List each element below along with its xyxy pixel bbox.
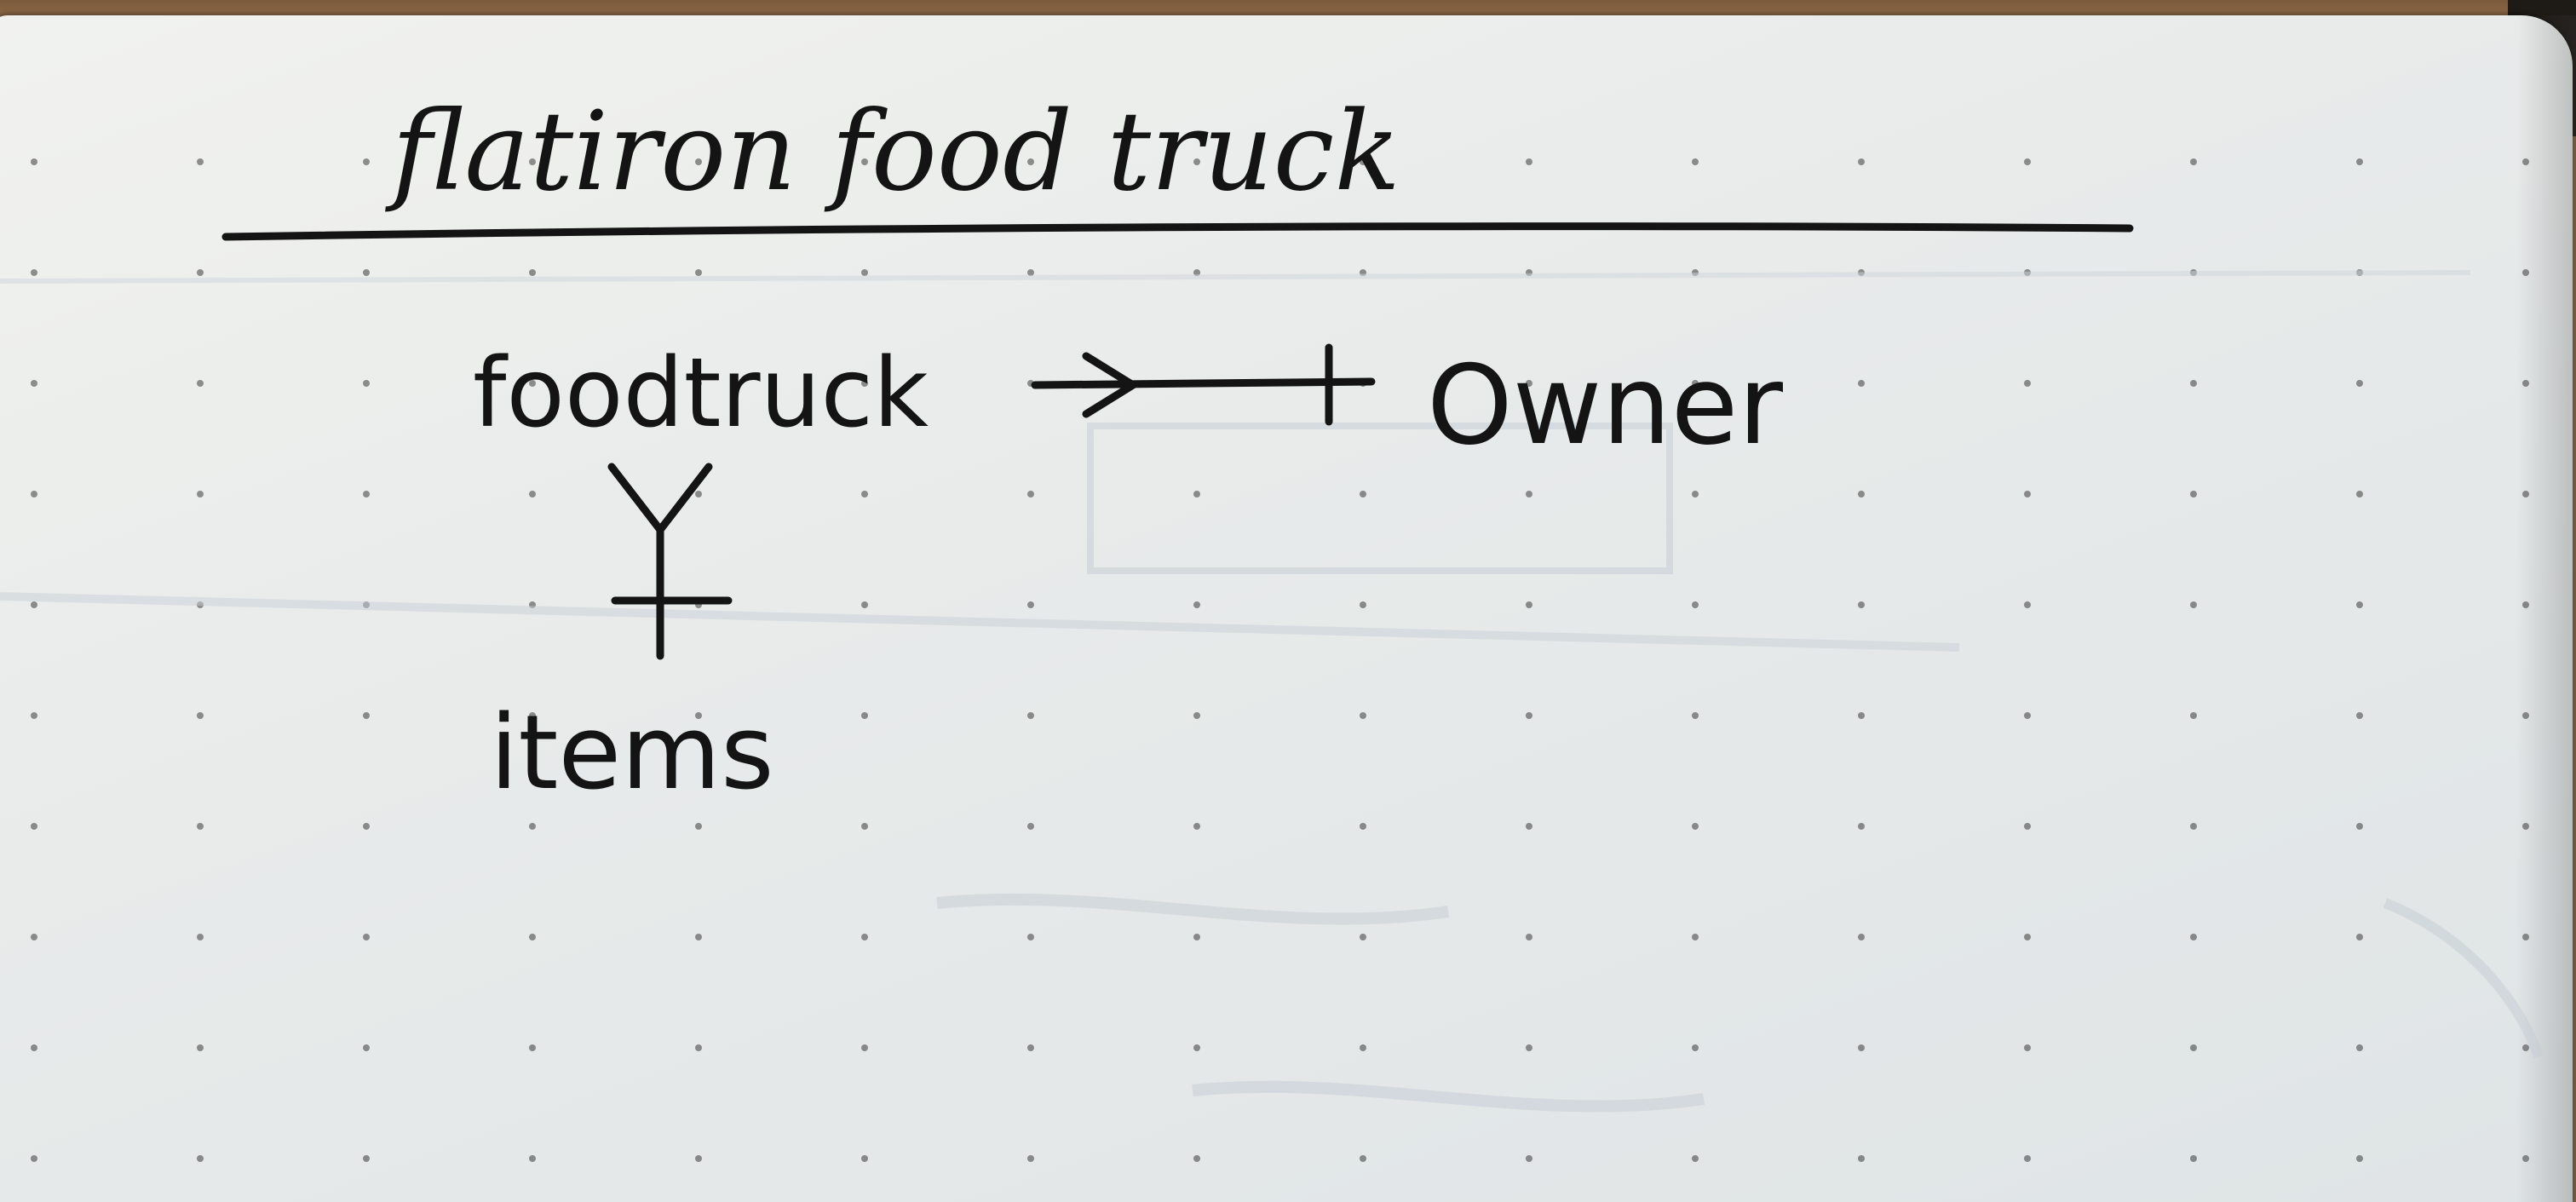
grid-dot <box>1692 158 1699 165</box>
grid-dot <box>2190 1155 2197 1162</box>
grid-dot <box>1360 823 1366 830</box>
grid-dot <box>1027 934 1034 940</box>
grid-dot <box>2522 269 2529 276</box>
grid-dot <box>529 934 536 940</box>
grid-dot <box>2522 1044 2529 1051</box>
grid-dot <box>31 712 37 719</box>
grid-dot <box>363 823 370 830</box>
grid-dot <box>1193 491 1200 497</box>
relationship-items-foodtruck <box>612 467 728 656</box>
grid-dot <box>363 712 370 719</box>
grid-dot <box>861 1155 868 1162</box>
entity-foodtruck: foodtruck <box>473 338 929 449</box>
grid-dot <box>1692 601 1699 608</box>
grid-dot <box>2356 934 2363 940</box>
grid-dot <box>1027 1044 1034 1051</box>
grid-dot <box>363 380 370 387</box>
grid-dot <box>1692 1044 1699 1051</box>
grid-dot <box>1692 1155 1699 1162</box>
grid-dot <box>2024 158 2031 165</box>
grid-dot <box>2024 1155 2031 1162</box>
grid-dot <box>2356 491 2363 497</box>
grid-dot <box>31 158 37 165</box>
grid-dot <box>1526 934 1532 940</box>
title-underline <box>226 227 2130 237</box>
crows-foot-many-icon <box>612 467 709 530</box>
grid-dot <box>695 1155 702 1162</box>
grid-dot <box>1858 491 1865 497</box>
grid-dot <box>1858 601 1865 608</box>
grid-dot <box>1360 1044 1366 1051</box>
grid-dot <box>2024 380 2031 387</box>
grid-dot <box>1858 158 1865 165</box>
grid-dot <box>1692 823 1699 830</box>
grid-dot <box>363 269 370 276</box>
grid-dot <box>861 1044 868 1051</box>
grid-dot <box>1858 823 1865 830</box>
grid-dot <box>1692 934 1699 940</box>
grid-dot <box>861 934 868 940</box>
grid-dot <box>197 269 204 276</box>
grid-dot <box>2522 380 2529 387</box>
grid-dot <box>1193 1044 1200 1051</box>
grid-dot <box>1858 712 1865 719</box>
grid-dot <box>1858 380 1865 387</box>
grid-dot <box>1193 1155 1200 1162</box>
grid-dot <box>2024 1044 2031 1051</box>
grid-dot <box>31 491 37 497</box>
grid-dot <box>1858 1044 1865 1051</box>
grid-dot <box>31 601 37 608</box>
grid-dot <box>1526 823 1532 830</box>
grid-dot <box>31 934 37 940</box>
grid-dot <box>2024 934 2031 940</box>
grid-dot <box>1360 601 1366 608</box>
grid-dot <box>1526 158 1532 165</box>
grid-dot <box>1360 934 1366 940</box>
grid-dot <box>1360 712 1366 719</box>
grid-dot <box>363 491 370 497</box>
grid-dot <box>2190 491 2197 497</box>
grid-dot <box>695 491 702 497</box>
grid-dot <box>31 823 37 830</box>
relationship-line <box>1035 382 1371 385</box>
grid-dot <box>2190 823 2197 830</box>
relationship-foodtruck-owner <box>1035 348 1371 422</box>
grid-dot <box>2024 712 2031 719</box>
grid-dot <box>2190 158 2197 165</box>
grid-dot <box>197 823 204 830</box>
grid-dot <box>529 1155 536 1162</box>
grid-dot <box>2522 601 2529 608</box>
grid-dot <box>1360 491 1366 497</box>
grid-dot <box>861 491 868 497</box>
grid-dot <box>2356 1155 2363 1162</box>
grid-dot <box>2190 1044 2197 1051</box>
grid-dot <box>1027 269 1034 276</box>
grid-dot <box>197 158 204 165</box>
grid-dot <box>1692 491 1699 497</box>
grid-dot <box>861 601 868 608</box>
grid-dot <box>31 380 37 387</box>
grid-dot <box>1027 601 1034 608</box>
grid-dot <box>2190 712 2197 719</box>
page-title: flatiron food truck <box>392 89 1400 216</box>
grid-dot <box>2356 158 2363 165</box>
grid-dot <box>861 269 868 276</box>
grid-dot <box>2024 601 2031 608</box>
grid-dot <box>1526 491 1532 497</box>
grid-dot <box>363 1044 370 1051</box>
grid-dot <box>695 269 702 276</box>
grid-dot <box>529 1044 536 1051</box>
grid-dot <box>695 823 702 830</box>
grid-dot <box>1027 712 1034 719</box>
grid-dot <box>197 712 204 719</box>
grid-dot <box>2522 712 2529 719</box>
grid-dot <box>529 823 536 830</box>
grid-dot <box>695 1044 702 1051</box>
grid-dot <box>2522 158 2529 165</box>
grid-dot <box>2522 1155 2529 1162</box>
entity-items: items <box>490 694 774 813</box>
grid-dot <box>1027 823 1034 830</box>
grid-dot <box>2024 823 2031 830</box>
entity-owner: Owner <box>1427 342 1783 469</box>
grid-dot <box>2522 934 2529 940</box>
grid-dot <box>695 934 702 940</box>
grid-dot <box>2356 601 2363 608</box>
grid-dot <box>1027 1155 1034 1162</box>
grid-dot <box>2024 491 2031 497</box>
grid-dot <box>363 158 370 165</box>
grid-dot <box>1027 491 1034 497</box>
grid-dot <box>31 269 37 276</box>
grid-dot <box>2356 380 2363 387</box>
grid-dot <box>1858 934 1865 940</box>
grid-dot <box>1193 712 1200 719</box>
grid-dot <box>197 1155 204 1162</box>
grid-dot <box>363 1155 370 1162</box>
grid-dot <box>1526 712 1532 719</box>
grid-dot <box>2190 380 2197 387</box>
grid-dot <box>1193 934 1200 940</box>
grid-dot <box>197 1044 204 1051</box>
grid-dot <box>1360 1155 1366 1162</box>
grid-dot <box>861 712 868 719</box>
grid-dot <box>2356 823 2363 830</box>
grid-dot <box>2522 491 2529 497</box>
grid-dot <box>2356 712 2363 719</box>
grid-dot <box>2356 1044 2363 1051</box>
grid-dot <box>1858 1155 1865 1162</box>
grid-dot <box>1692 712 1699 719</box>
grid-dot <box>861 823 868 830</box>
grid-dot <box>1193 823 1200 830</box>
grid-dot <box>529 491 536 497</box>
grid-dot <box>529 269 536 276</box>
grid-dot <box>1193 601 1200 608</box>
grid-dot <box>2190 934 2197 940</box>
grid-dot <box>197 491 204 497</box>
bleed-through-marks <box>0 273 2539 1107</box>
grid-dot <box>31 1155 37 1162</box>
grid-dot <box>197 934 204 940</box>
dot-grid <box>31 158 2529 1162</box>
grid-dot <box>31 1044 37 1051</box>
grid-dot <box>1526 1044 1532 1051</box>
grid-dot <box>2190 601 2197 608</box>
grid-dot <box>2522 823 2529 830</box>
grid-dot <box>1526 601 1532 608</box>
grid-dot <box>1526 1155 1532 1162</box>
grid-dot <box>363 934 370 940</box>
grid-dot <box>197 380 204 387</box>
